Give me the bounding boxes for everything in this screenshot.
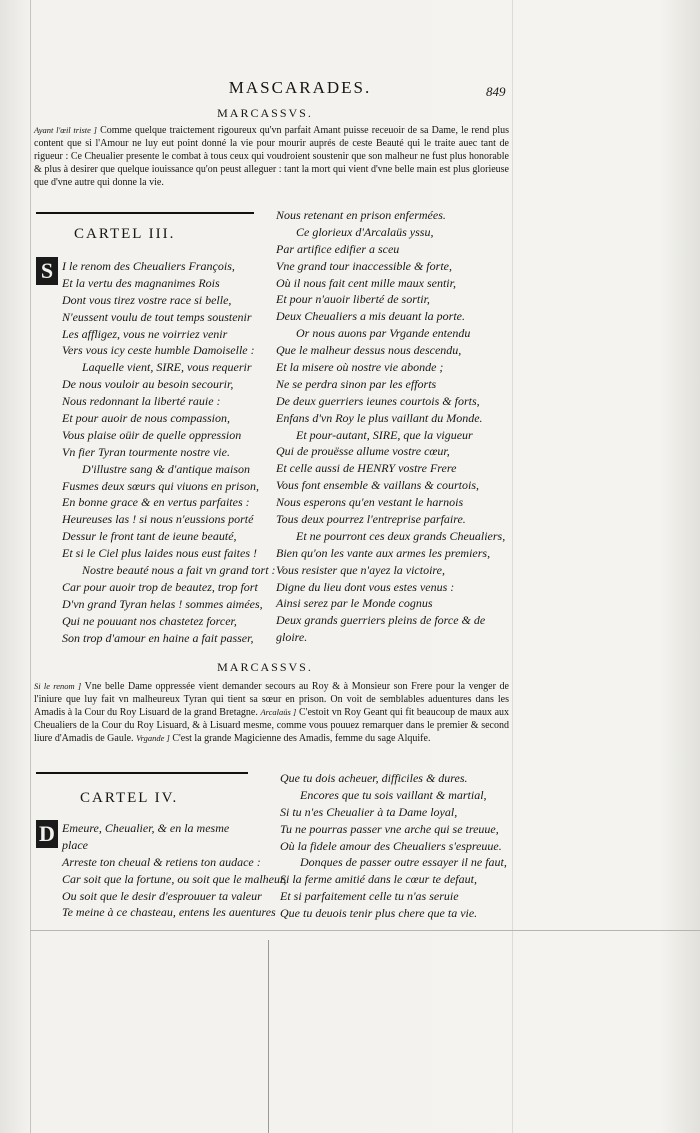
verse-line: Tu ne pourras passer vne arche qui se treuue, (280, 821, 499, 836)
verse-line: Que le malheur dessus nous descendu, (276, 343, 462, 358)
verse-line: Digne du lieu dont vous estes venus : (276, 579, 455, 594)
commentary-2 (34, 680, 509, 745)
verse-line: Où la fidele amour des Cheualiers s'espreuue. (280, 838, 502, 853)
verse-line: Par artifice edifier a sceu (276, 241, 400, 256)
verse-line: Nous retenant en prison enfermées. (276, 208, 446, 222)
verse-line: Vn fier Tyran tourmente nostre vie. (62, 444, 230, 459)
lemma: Ayant l'œil triste ] (34, 125, 97, 135)
verse-line: Heureuses las ! si nous n'eussions porté (62, 512, 254, 527)
drop-cap-d: D (36, 820, 58, 848)
verse-line: Donques de passer outre essayer il ne faut, (300, 855, 507, 870)
cartel-3-verse-right (276, 207, 505, 646)
verse-line: Son trop d'amour en haine a fait passer, (62, 630, 254, 645)
rule-left-2 (36, 772, 248, 774)
verse-line: Bien qu'on les vante aux armes les premiers, (276, 545, 491, 560)
verse-line: gloire. (276, 630, 308, 645)
center-line (268, 940, 269, 1133)
verse-line: Que tu deuois tenir plus chere que ta vie. (280, 906, 478, 921)
verse-line: Or nous auons par Vrgande entendu (296, 326, 471, 341)
verse-line: Et pour auoir de nous compassion, (62, 411, 230, 426)
verse-line: Enfans d'vn Roy le plus vaillant du Monde. (276, 410, 483, 425)
verse-line: Ou soit que le desir d'esprouuer ta valeur (62, 888, 262, 903)
cartel-4-title: CARTEL IV. (80, 790, 179, 806)
verse-line: D'illustre sang & d'antique maison (82, 461, 251, 476)
commentary-text: C'estoit vn Roy Geant qui fit beaucoup de maux aux Cheualiers de la Cour du Roy Lisuard, & à Lisuard mesme, comme vous pouuez remarquer dans le premier & second liure d'Amadis de Gaule. (34, 707, 510, 744)
verse-line: Et si le Ciel plus laides nous eust faites ! (62, 546, 257, 561)
commentary-1 (34, 124, 509, 189)
verse-line: Ce glorieux d'Arcalaüs yssu, (296, 224, 434, 239)
commentary-text: C'est la grande Magicienne des Amadis, femme du sage Alquife. (172, 733, 431, 744)
commentary-text: Comme quelque traictement rigoureux qu'vn parfait Amant puisse receuoir de sa Dame, le rend plus content que si l'Amour ne luy eut point donné la vie pour mourir auprés de ceste Beauté qui le traite auec tant de rigueur : Ce Cheualier presente le combat à tous ceux qui voudroient soustenir que son malheur ne fust plus honorable & plus à desirer que quelque iouissance qu'on peust alleguer : tant la mort qui vient d'vne belle main est plus glorieuse que d'vne autre qui donne la vie. (34, 125, 509, 188)
verse-line: Nous esperons qu'en vestant le harnois (276, 495, 464, 510)
verse-line: Arreste ton cheual & retiens ton audace : (62, 854, 261, 869)
verse-line: Qui ne pouuant nos chastetez forcer, (62, 613, 237, 628)
verse-line: Laquelle vient, SIRE, vous requerir (82, 360, 252, 375)
verse-line: Tous deux pourrez l'entreprise parfaire. (276, 512, 466, 527)
verse-line: Dessur le front tant de ieune beauté, (62, 529, 237, 544)
verse-line: Si tu n'es Cheualier à ta Dame loyal, (280, 804, 458, 819)
verse-line: De nous vouloir au besoin secourir, (62, 377, 234, 392)
verse-line: Et pour-autant, SIRE, que la vigueur (296, 427, 473, 442)
running-head: MASCARADES. (228, 78, 372, 97)
lemma: Vrgande ] (136, 733, 170, 743)
verse-line: Les affligez, vous ne voirriez venir (62, 326, 228, 341)
verse-line: De deux guerriers ieunes courtois & forts, (276, 393, 480, 408)
verse-line: Et celle aussi de HENRY vostre Frere (276, 461, 457, 476)
lemma: Si le renom ] (34, 681, 82, 691)
verse-line: En bonne grace & en vertus parfaites : (62, 495, 250, 510)
verse-line: Car pour auoir trop de beautez, trop fort (62, 579, 258, 594)
verse-line: Vne grand tour inaccessible & forte, (276, 258, 452, 273)
cartel-4-verse-left (62, 820, 286, 921)
cartel-4-verse-right (280, 770, 507, 922)
page-edge-line (30, 0, 31, 1133)
verse-line: Et pour n'auoir liberté de sortir, (276, 292, 430, 307)
verse-line: Nostre beauté nous a fait vn grand tort : (82, 563, 276, 578)
commentary-text: Vne belle Dame oppressée vient demander secours au Roy & à Monsieur son Frere pour la venger de l'iniure que luy fait vn malheureux Tyran qui tient sa sœur en prison. On voit de semblables aduentures dans les Amadis à la Cour du Roy Lisuard de la grand Bretagne. (34, 681, 509, 718)
lemma: Arcalaüs ] (260, 707, 297, 717)
section-heading-2: MARCASSVS. (217, 660, 313, 674)
verse-line: Vers vous icy ceste humble Damoiselle : (62, 343, 255, 358)
verse-line: Si la ferme amitié dans le cœur te defaut, (280, 872, 477, 887)
verse-line: Emeure, Cheualier, & en la mesme (62, 821, 230, 835)
verse-line: Et si parfaitement celle tu n'as seruie (280, 889, 459, 904)
rule-left (36, 212, 254, 214)
verse-line: Car soit que la fortune, ou soit que le malheur, (62, 871, 287, 886)
verse-line: Fusmes deux sœurs qui viuons en prison, (62, 478, 259, 493)
cartel-3-verse-left (62, 258, 276, 646)
verse-line: Deux Cheualiers a mis deuant la porte. (276, 309, 465, 324)
verse-line: Et la vertu des magnanimes Rois (62, 275, 220, 290)
page-number: 849 (486, 84, 506, 99)
verse-line: Nous redonnant la liberté rauie : (62, 394, 221, 409)
verse-line: D'vn grand Tyran helas ! sommes aimées, (62, 596, 263, 611)
verse-line: Te meine à ce chasteau, entens les auentures (62, 905, 276, 920)
section-heading-1: MARCASSVS. (217, 106, 313, 120)
verse-line: Dont vous tirez vostre race si belle, (62, 292, 232, 307)
verse-line: Deux grands guerriers pleins de force & de (276, 613, 486, 628)
verse-line: Vous plaise oüir de quelle oppression (62, 427, 242, 442)
verse-line: Où il nous fait cent mille maux sentir, (276, 275, 456, 290)
verse-line: Et la misere où nostre vie abonde ; (276, 360, 444, 375)
verse-line: I le renom des Cheualiers François, (62, 259, 235, 273)
verse-line: Et ne pourront ces deux grands Cheualiers, (296, 528, 506, 543)
verse-line: Ainsi serez par le Monde cognus (276, 596, 433, 611)
verse-line: Que tu dois acheuer, difficiles & dures. (280, 771, 468, 785)
cartel-3-title: CARTEL III. (74, 226, 176, 242)
verse-line: Ne se perdra sinon par les efforts (276, 376, 437, 391)
crop-line (30, 930, 700, 931)
verse-line: Encores que tu sois vaillant & martial, (300, 787, 487, 802)
verse-line: N'eussent voulu de tout temps soustenir (62, 309, 252, 324)
drop-cap-s: S (36, 257, 58, 285)
verse-line: place (62, 837, 88, 852)
verse-line: Vous font ensemble & vaillans & courtois, (276, 478, 479, 493)
verse-line: Qui de prouësse allume vostre cœur, (276, 444, 450, 459)
verse-line: Vous resister que n'ayez la victoire, (276, 562, 445, 577)
fold-line (512, 0, 513, 1133)
